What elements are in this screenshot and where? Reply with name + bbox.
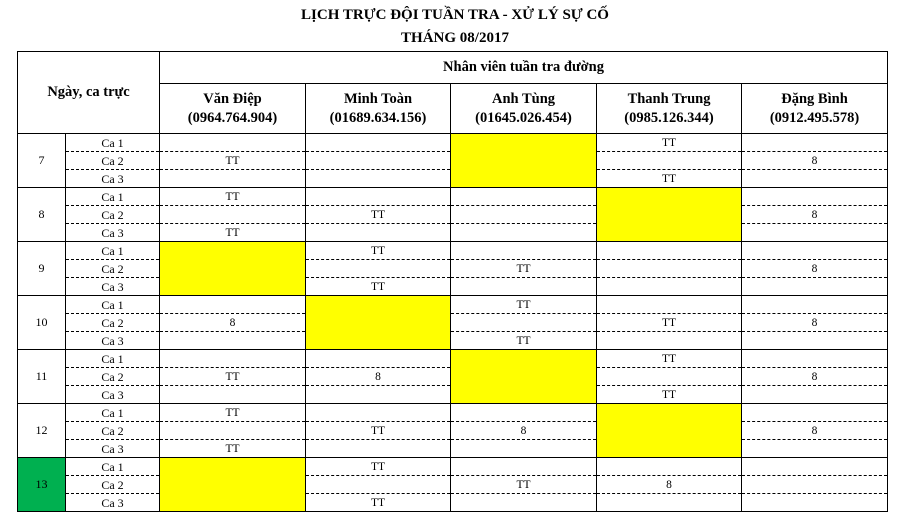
duty-cell: TT [160, 188, 306, 206]
duty-cell [742, 458, 888, 476]
duty-cell: TT [160, 224, 306, 242]
shift-label: Ca 3 [66, 278, 160, 296]
day-cell: 9 [18, 242, 66, 296]
duty-cell [742, 494, 888, 512]
shift-label: Ca 2 [66, 368, 160, 386]
shift-row [18, 224, 888, 242]
schedule-body [18, 134, 888, 512]
duty-cell [451, 386, 597, 404]
duty-cell [742, 224, 888, 242]
shift-row [18, 350, 888, 368]
staff-header [306, 84, 451, 134]
duty-cell [306, 296, 451, 314]
day-shift-header: Ngày, ca trực [18, 52, 160, 134]
duty-cell: TT [160, 440, 306, 458]
day-cell: 10 [18, 296, 66, 350]
duty-cell [306, 134, 451, 152]
duty-cell [160, 422, 306, 440]
shift-label: Ca 3 [66, 440, 160, 458]
duty-cell: TT [451, 476, 597, 494]
duty-cell: 8 [742, 260, 888, 278]
duty-cell [160, 386, 306, 404]
duty-cell [451, 152, 597, 170]
duty-cell [306, 332, 451, 350]
duty-cell: 8 [742, 368, 888, 386]
duty-cell: 8 [742, 314, 888, 332]
duty-cell [451, 314, 597, 332]
duty-cell [306, 314, 451, 332]
duty-cell: 8 [451, 422, 597, 440]
duty-cell [160, 350, 306, 368]
shift-row [18, 134, 888, 152]
duty-cell [306, 350, 451, 368]
duty-cell [742, 386, 888, 404]
duty-cell [597, 278, 742, 296]
shift-label: Ca 3 [66, 332, 160, 350]
duty-cell: TT [451, 332, 597, 350]
duty-cell [597, 152, 742, 170]
duty-cell [597, 296, 742, 314]
duty-cell [597, 404, 742, 422]
duty-cell: TT [597, 170, 742, 188]
duty-cell [451, 206, 597, 224]
duty-cell [451, 188, 597, 206]
duty-cell [597, 422, 742, 440]
staff-phone: (01645.026.454) [475, 109, 572, 126]
duty-cell [451, 440, 597, 458]
shift-row [18, 368, 888, 386]
duty-cell [742, 350, 888, 368]
shift-row [18, 260, 888, 278]
shift-row [18, 458, 888, 476]
duty-cell [306, 476, 451, 494]
duty-cell: TT [306, 278, 451, 296]
duty-cell [597, 440, 742, 458]
shift-row [18, 386, 888, 404]
shift-row [18, 152, 888, 170]
duty-cell [742, 188, 888, 206]
duty-cell [160, 296, 306, 314]
staff-phone: (0964.764.904) [187, 109, 278, 126]
duty-cell [742, 134, 888, 152]
shift-label: Ca 1 [66, 188, 160, 206]
duty-cell [742, 440, 888, 458]
duty-cell: 8 [742, 206, 888, 224]
duty-cell [451, 404, 597, 422]
day-cell: 13 [18, 458, 66, 512]
duty-cell: TT [597, 386, 742, 404]
shift-row [18, 314, 888, 332]
duty-cell: TT [160, 152, 306, 170]
shift-row [18, 278, 888, 296]
duty-cell [597, 494, 742, 512]
duty-cell [306, 170, 451, 188]
duty-cell: TT [306, 494, 451, 512]
shift-label: Ca 2 [66, 260, 160, 278]
duty-cell [742, 296, 888, 314]
shift-row [18, 296, 888, 314]
duty-cell [597, 188, 742, 206]
duty-cell [597, 242, 742, 260]
duty-cell [451, 134, 597, 152]
duty-cell: TT [597, 134, 742, 152]
duty-cell [451, 458, 597, 476]
duty-cell [742, 170, 888, 188]
duty-cell [306, 152, 451, 170]
staff-name: Văn Điệp [203, 90, 262, 107]
duty-cell: 8 [160, 314, 306, 332]
schedule-title: LỊCH TRỰC ĐỘI TUẦN TRA - XỬ LÝ SỰ CỐ [301, 7, 609, 23]
duty-cell: TT [306, 242, 451, 260]
duty-cell [306, 224, 451, 242]
shift-row [18, 494, 888, 512]
duty-cell: 8 [306, 368, 451, 386]
duty-cell [160, 476, 306, 494]
duty-cell [597, 206, 742, 224]
staff-name: Minh Toàn [343, 90, 413, 107]
duty-cell [160, 494, 306, 512]
shift-label: Ca 1 [66, 134, 160, 152]
duty-cell [597, 332, 742, 350]
shift-label: Ca 1 [66, 350, 160, 368]
duty-cell [597, 458, 742, 476]
duty-cell: 8 [742, 152, 888, 170]
staff-header [160, 84, 306, 134]
duty-cell: TT [451, 260, 597, 278]
duty-cell [451, 170, 597, 188]
duty-cell [597, 368, 742, 386]
duty-cell [306, 188, 451, 206]
shift-label: Ca 3 [66, 170, 160, 188]
staff-name: Anh Tùng [492, 90, 556, 107]
duty-cell [742, 476, 888, 494]
day-cell: 12 [18, 404, 66, 458]
duty-cell [306, 386, 451, 404]
duty-cell [597, 260, 742, 278]
duty-cell: 8 [597, 476, 742, 494]
duty-cell: TT [451, 296, 597, 314]
duty-cell [160, 242, 306, 260]
day-cell: 8 [18, 188, 66, 242]
staff-name: Thanh Trung [627, 90, 711, 107]
shift-label: Ca 2 [66, 422, 160, 440]
duty-cell [160, 278, 306, 296]
staff-phone: (01689.634.156) [329, 109, 427, 126]
duty-cell [597, 224, 742, 242]
shift-label: Ca 1 [66, 458, 160, 476]
duty-cell [160, 458, 306, 476]
duty-cell: TT [306, 206, 451, 224]
duty-cell [451, 350, 597, 368]
duty-cell [306, 404, 451, 422]
schedule-subtitle: THÁNG 08/2017 [401, 30, 509, 46]
shift-label: Ca 3 [66, 224, 160, 242]
duty-cell: TT [160, 368, 306, 386]
duty-cell [742, 242, 888, 260]
duty-cell: 8 [742, 422, 888, 440]
staff-header [597, 84, 742, 134]
shift-row [18, 440, 888, 458]
duty-cell: TT [597, 350, 742, 368]
duty-cell [160, 206, 306, 224]
duty-cell [306, 260, 451, 278]
shift-row [18, 206, 888, 224]
staff-header [451, 84, 597, 134]
duty-cell [160, 332, 306, 350]
duty-cell [451, 242, 597, 260]
duty-cell [742, 332, 888, 350]
duty-cell: TT [306, 422, 451, 440]
shift-label: Ca 2 [66, 206, 160, 224]
duty-cell [160, 170, 306, 188]
shift-label: Ca 1 [66, 242, 160, 260]
duty-cell: TT [597, 314, 742, 332]
duty-cell [451, 278, 597, 296]
duty-cell [742, 404, 888, 422]
shift-row [18, 404, 888, 422]
shift-label: Ca 3 [66, 494, 160, 512]
shift-row [18, 422, 888, 440]
duty-schedule-table [17, 51, 888, 512]
shift-row [18, 170, 888, 188]
duty-cell [306, 440, 451, 458]
duty-cell [160, 134, 306, 152]
shift-row [18, 242, 888, 260]
day-cell: 7 [18, 134, 66, 188]
duty-cell [451, 224, 597, 242]
shift-row [18, 188, 888, 206]
shift-label: Ca 2 [66, 152, 160, 170]
staff-group-header: Nhân viên tuần tra đường [160, 52, 888, 84]
shift-label: Ca 2 [66, 314, 160, 332]
staff-header [742, 84, 888, 134]
staff-name: Đặng Bình [781, 90, 848, 107]
shift-label: Ca 1 [66, 296, 160, 314]
shift-label: Ca 2 [66, 476, 160, 494]
shift-label: Ca 3 [66, 386, 160, 404]
staff-phone: (0912.495.578) [769, 109, 860, 126]
duty-cell [742, 278, 888, 296]
day-cell: 11 [18, 350, 66, 404]
staff-phone: (0985.126.344) [624, 109, 714, 126]
duty-cell: TT [160, 404, 306, 422]
shift-row [18, 476, 888, 494]
shift-label: Ca 1 [66, 404, 160, 422]
duty-cell [160, 260, 306, 278]
shift-row [18, 332, 888, 350]
duty-cell [451, 494, 597, 512]
duty-cell: TT [306, 458, 451, 476]
duty-cell [451, 368, 597, 386]
